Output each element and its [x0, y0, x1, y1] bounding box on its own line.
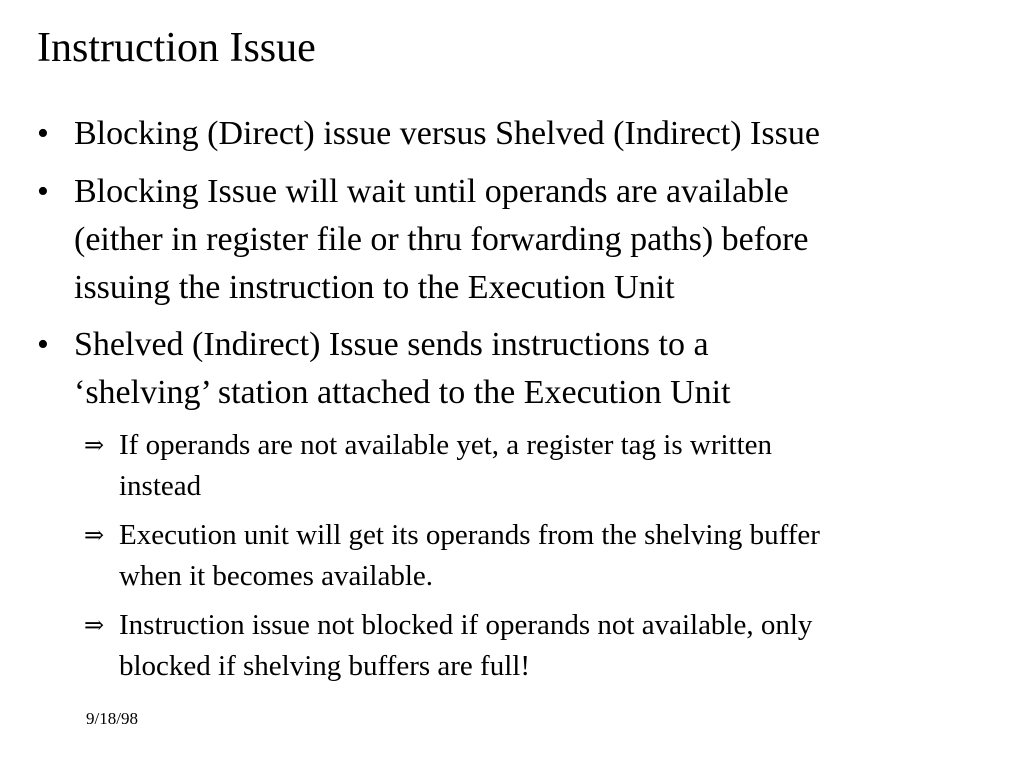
bullet-line: Shelved (Indirect) Issue sends instructions to a	[74, 326, 709, 363]
sub-bullet-line: instead	[119, 470, 202, 502]
bullet-line: Blocking (Direct) issue versus Shelved (Indirect) Issue	[74, 115, 820, 152]
bullet-line: ‘shelving’ station attached to the Execution Unit	[74, 374, 731, 411]
sub-bullet-line: Instruction issue not blocked if operands not available, only	[119, 609, 813, 641]
sub-bullet-text	[119, 605, 979, 687]
implies-arrow-icon: ⇒	[84, 521, 105, 549]
bullet-line: (either in register file or thru forwarding paths) before	[74, 221, 809, 258]
bullet-dot-icon: •	[37, 326, 49, 363]
implies-arrow-icon: ⇒	[84, 611, 105, 639]
bullet-text	[74, 110, 974, 158]
bullet-line: Blocking Issue will wait until operands are available	[74, 173, 789, 210]
bullet-text	[74, 321, 974, 417]
bullet-dot-icon: •	[37, 173, 49, 210]
bullet-text	[74, 168, 974, 312]
sub-bullet-text	[119, 515, 979, 597]
sub-bullet-line: If operands are not available yet, a register tag is written	[119, 429, 773, 461]
sub-bullet-line: Execution unit will get its operands from the shelving buffer	[119, 519, 820, 551]
bullet-dot-icon: •	[37, 115, 49, 152]
sub-bullet-line: blocked if shelving buffers are full!	[119, 650, 530, 682]
bullet-line: issuing the instruction to the Execution Unit	[74, 269, 675, 306]
slide-title: Instruction Issue	[37, 25, 316, 71]
sub-bullet-line: when it becomes available.	[119, 560, 434, 592]
sub-bullet-text	[119, 425, 979, 507]
footer-date: 9/18/98	[86, 709, 138, 728]
implies-arrow-icon: ⇒	[84, 431, 105, 459]
